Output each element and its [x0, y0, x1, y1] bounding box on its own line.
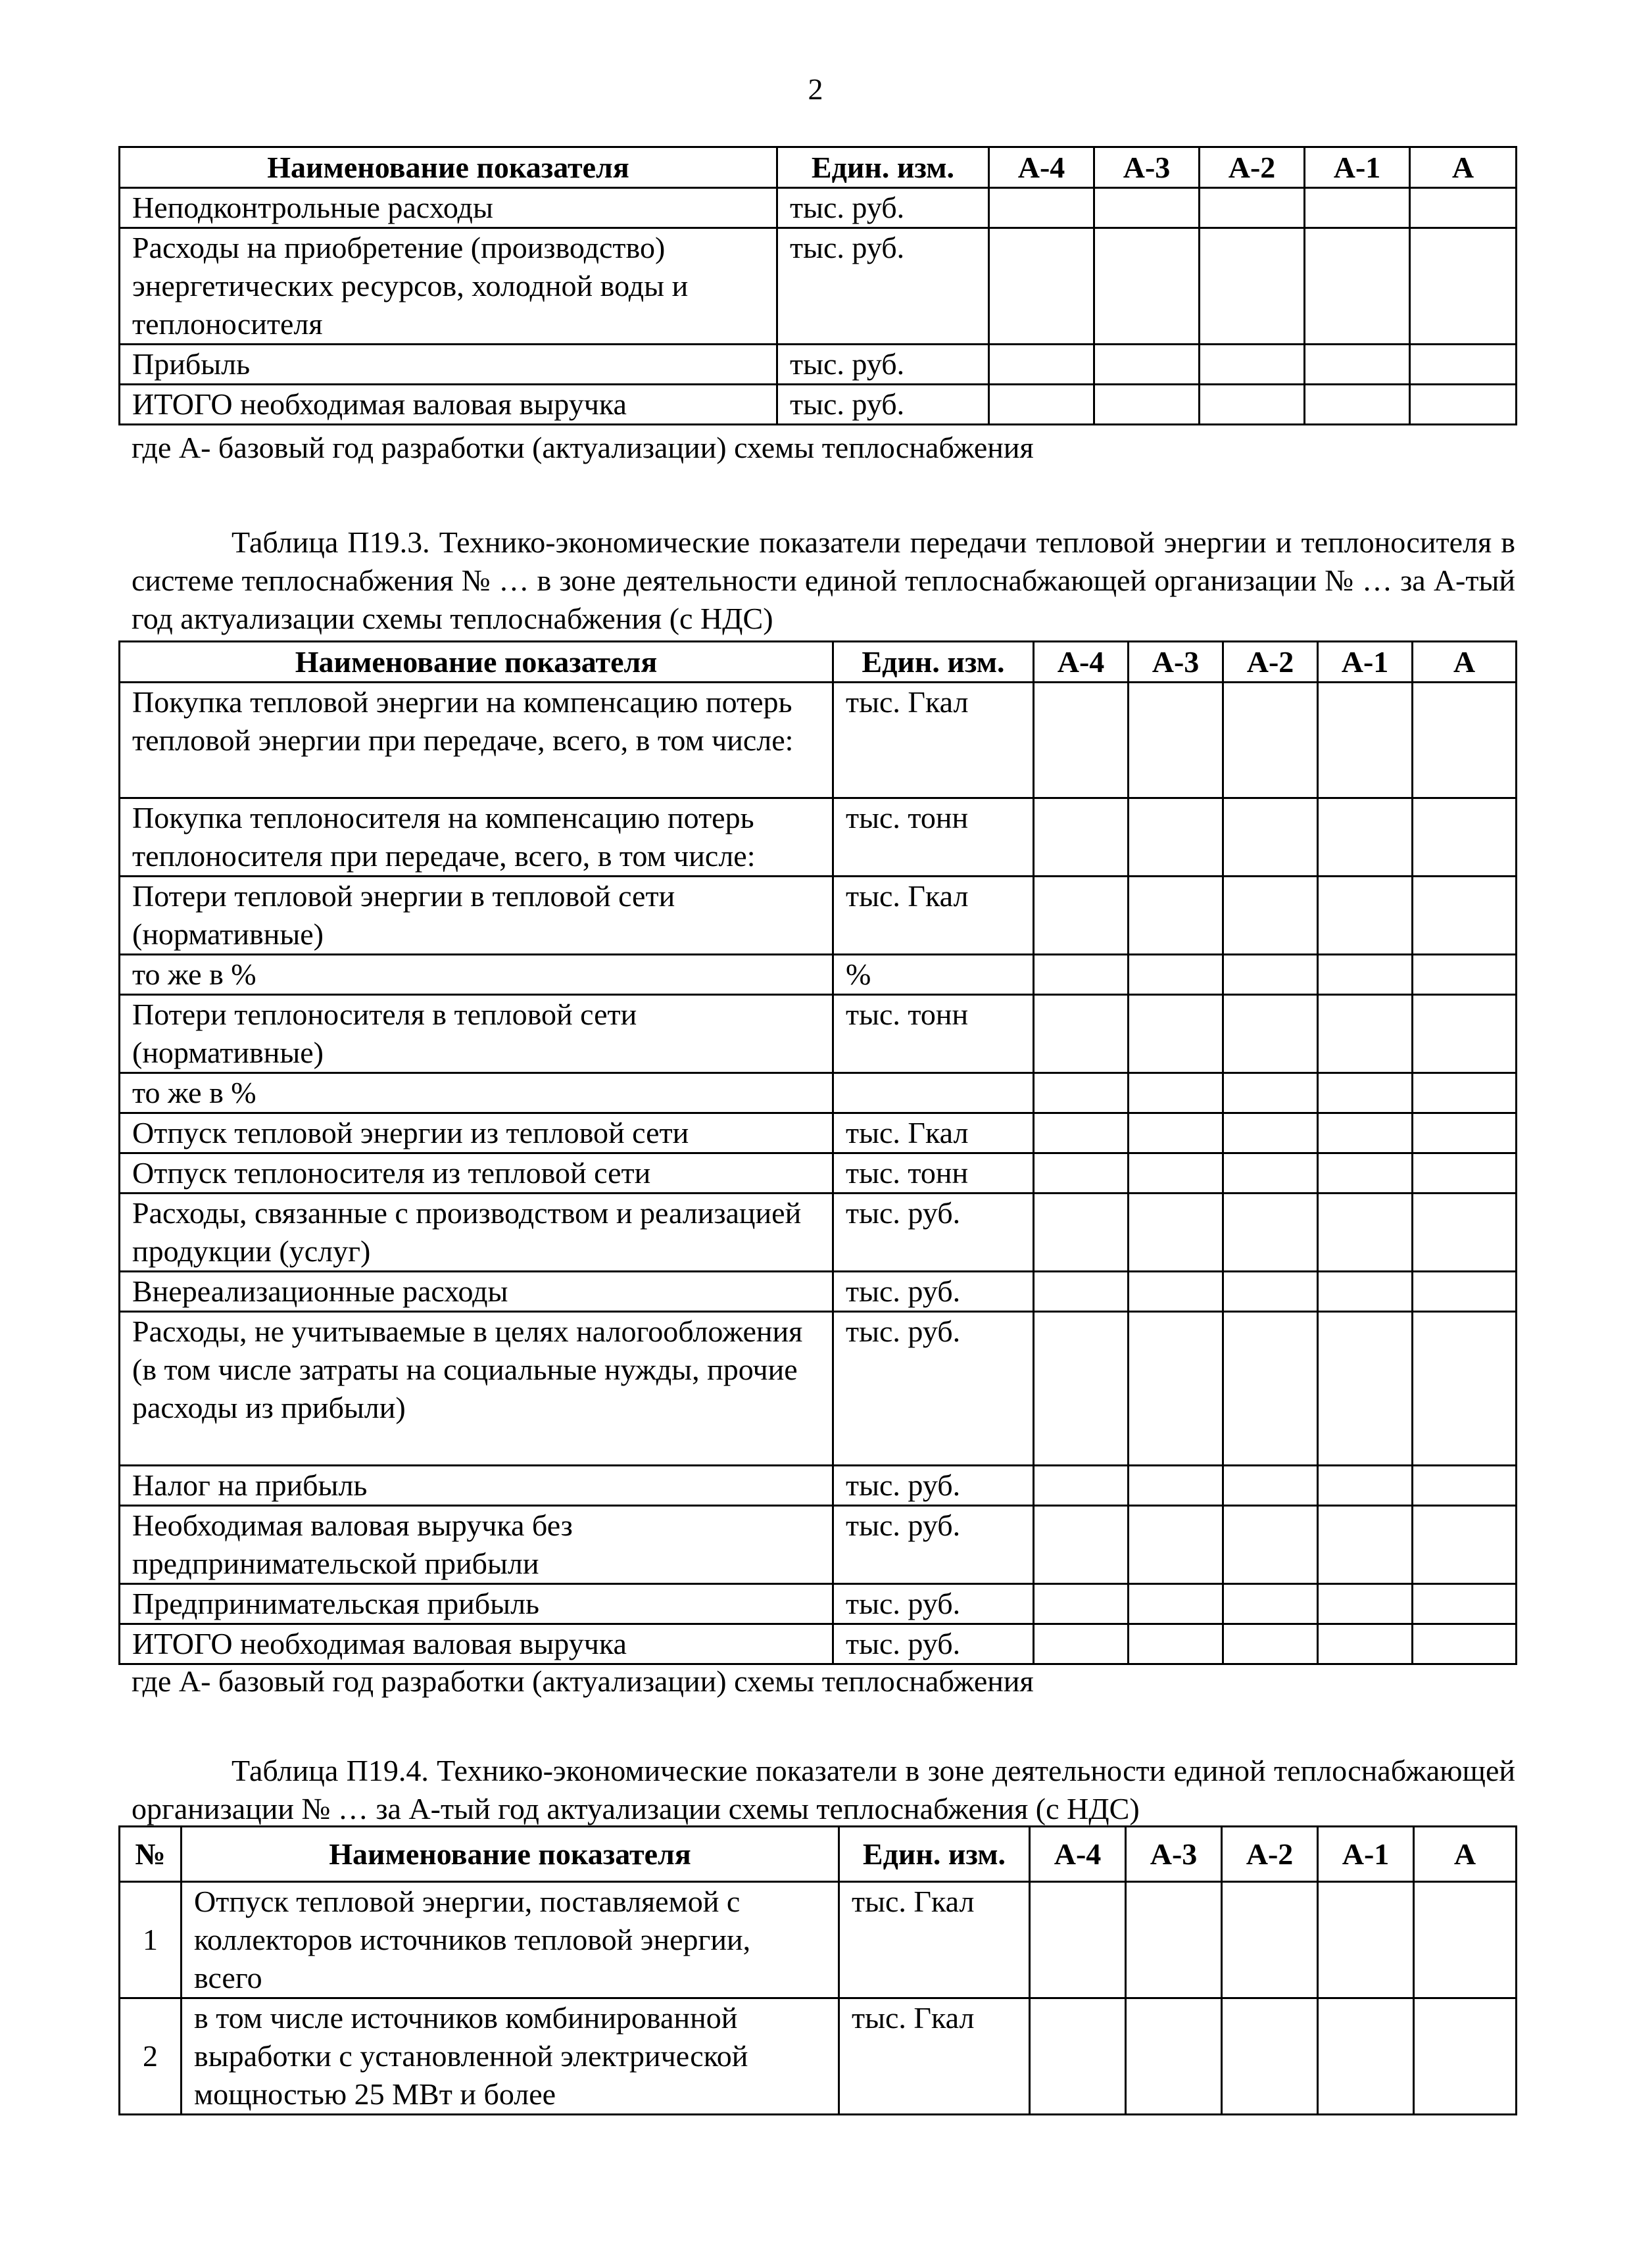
header-a1: А-1 [1305, 147, 1410, 188]
value-cell [1030, 1998, 1126, 2115]
value-cell [1414, 1998, 1517, 2115]
value-cell [1129, 683, 1223, 798]
table-row [120, 955, 1517, 995]
value-cell [1305, 345, 1410, 385]
table-row [120, 1584, 1517, 1624]
table3-caption-text: Таблица П19.4. Технико-экономические показатели в зоне деятельности единой теплоснабжающей организации № … за А-тый год актуализации схемы теплоснабжения (с НДС) [132, 1754, 1515, 1825]
value-cell [1034, 1506, 1129, 1584]
row-number: 1 [120, 1882, 182, 1998]
unit-cell: тыс. Гкал [839, 1998, 1030, 2115]
table-row [120, 877, 1517, 955]
value-cell [1414, 1882, 1517, 1998]
indicator-name: Покупка тепловой энергии на компенсацию потерь тепловой энергии при передаче, всего, в том числе: [120, 683, 833, 798]
value-cell [989, 345, 1094, 385]
header-a3: А-3 [1126, 1827, 1222, 1882]
value-cell [1034, 1194, 1129, 1272]
value-cell [1223, 1624, 1318, 1664]
value-cell [1413, 683, 1517, 798]
value-cell [1034, 877, 1129, 955]
table-row [120, 345, 1517, 385]
value-cell [1223, 1584, 1318, 1624]
table-row [120, 1624, 1517, 1664]
value-cell [1318, 1194, 1413, 1272]
value-cell [1318, 1153, 1413, 1194]
indicator-name: ИТОГО необходимая валовая выручка [120, 385, 777, 425]
value-cell [1129, 995, 1223, 1073]
indicator-name: Расходы, связанные с производством и реализацией продукции (услуг) [120, 1194, 833, 1272]
row-number: 2 [120, 1998, 182, 2115]
value-cell [1318, 1073, 1413, 1113]
value-cell [1129, 1194, 1223, 1272]
indicator-name: Отпуск тепловой энергии из тепловой сети [120, 1113, 833, 1153]
value-cell [1318, 1882, 1414, 1998]
header-a4: А-4 [989, 147, 1094, 188]
value-cell [989, 228, 1094, 345]
indicator-name: Предпринимательская прибыль [120, 1584, 833, 1624]
unit-cell: тыс. руб. [777, 228, 989, 345]
value-cell [1200, 385, 1305, 425]
unit-cell: тыс. Гкал [833, 683, 1034, 798]
value-cell [1413, 995, 1517, 1073]
table-row [120, 1466, 1517, 1506]
header-a: А [1413, 642, 1517, 683]
table-row [120, 1272, 1517, 1312]
value-cell [1223, 1272, 1318, 1312]
table-row [120, 385, 1517, 425]
value-cell [1223, 1194, 1318, 1272]
value-cell [1318, 1113, 1413, 1153]
indicator-name: Расходы, не учитываемые в целях налогообложения (в том числе затраты на социальные нужды, прочие расходы из прибыли) [120, 1312, 833, 1466]
unit-cell: тыс. руб. [777, 345, 989, 385]
unit-cell: тыс. тонн [833, 798, 1034, 877]
unit-cell: тыс. Гкал [833, 877, 1034, 955]
value-cell [1129, 1584, 1223, 1624]
value-cell [1034, 955, 1129, 995]
table-row [120, 1073, 1517, 1113]
value-cell [1222, 1998, 1318, 2115]
unit-cell: тыс. руб. [833, 1194, 1034, 1272]
value-cell [1126, 1882, 1222, 1998]
value-cell [1318, 877, 1413, 955]
value-cell [1034, 1153, 1129, 1194]
unit-cell: тыс. руб. [833, 1624, 1034, 1664]
value-cell [1318, 1584, 1413, 1624]
unit-cell: тыс. руб. [777, 385, 989, 425]
value-cell [1034, 1312, 1129, 1466]
value-cell [1223, 683, 1318, 798]
value-cell [1126, 1998, 1222, 2115]
value-cell [989, 188, 1094, 228]
value-cell [1318, 1312, 1413, 1466]
table-row [120, 1113, 1517, 1153]
value-cell [1318, 1466, 1413, 1506]
value-cell [1318, 1272, 1413, 1312]
value-cell [1413, 1312, 1517, 1466]
value-cell [1305, 385, 1410, 425]
value-cell [1030, 1882, 1126, 1998]
unit-cell: тыс. Гкал [833, 1113, 1034, 1153]
value-cell [1318, 1998, 1414, 2115]
table-row [120, 188, 1517, 228]
value-cell [1413, 1466, 1517, 1506]
value-cell [1410, 188, 1517, 228]
value-cell [1223, 1506, 1318, 1584]
value-cell [1413, 1153, 1517, 1194]
header-a2: А-2 [1222, 1827, 1318, 1882]
value-cell [1223, 1113, 1318, 1153]
header-name: Наименование показателя [182, 1827, 839, 1882]
header-num: № [120, 1827, 182, 1882]
value-cell [1410, 385, 1517, 425]
value-cell [1129, 1466, 1223, 1506]
value-cell [1034, 1584, 1129, 1624]
table-row [120, 798, 1517, 877]
table-p19-4 [118, 1825, 1517, 2115]
table2-caption-text: Таблица П19.3. Технико-экономические показатели передачи тепловой энергии и теплоносителя в системе теплоснабжения № … в зоне деятельности единой теплоснабжающей организации № … за А-тый год актуализации схемы теплоснабжения (с НДС) [132, 525, 1515, 635]
header-a2: А-2 [1200, 147, 1305, 188]
header-a: А [1414, 1827, 1517, 1882]
value-cell [1200, 228, 1305, 345]
table2-caption [132, 523, 1515, 638]
indicator-name: Налог на прибыль [120, 1466, 833, 1506]
value-cell [1413, 1194, 1517, 1272]
unit-cell: тыс. руб. [833, 1466, 1034, 1506]
value-cell [1413, 1506, 1517, 1584]
header-a2: А-2 [1223, 642, 1318, 683]
table2-note: где А- базовый год разработки (актуализации) схемы теплоснабжения [132, 1664, 1034, 1698]
unit-cell: тыс. руб. [833, 1312, 1034, 1466]
indicator-name: Отпуск теплоносителя из тепловой сети [120, 1153, 833, 1194]
indicator-name: Отпуск тепловой энергии, поставляемой с коллекторов источников тепловой энергии, всего [182, 1882, 839, 1998]
header-name: Наименование показателя [120, 147, 777, 188]
header-unit: Един. изм. [833, 642, 1034, 683]
value-cell [1223, 1073, 1318, 1113]
value-cell [1413, 1073, 1517, 1113]
value-cell [1413, 1584, 1517, 1624]
header-a3: А-3 [1129, 642, 1223, 683]
table-continuation [118, 146, 1517, 425]
value-cell [1223, 1153, 1318, 1194]
indicator-name: то же в % [120, 1073, 833, 1113]
value-cell [1034, 1624, 1129, 1664]
indicator-name: Расходы на приобретение (производство) энергетических ресурсов, холодной воды и теплоносителя [120, 228, 777, 345]
table-row [120, 1312, 1517, 1466]
page-number: 2 [808, 72, 823, 106]
value-cell [1034, 1113, 1129, 1153]
value-cell [1413, 955, 1517, 995]
value-cell [1223, 877, 1318, 955]
table1-note: где А- базовый год разработки (актуализации) схемы теплоснабжения [132, 431, 1034, 464]
indicator-name: то же в % [120, 955, 833, 995]
table-p19-3 [118, 640, 1517, 1665]
value-cell [1034, 798, 1129, 877]
table-row [120, 683, 1517, 798]
unit-cell: % [833, 955, 1034, 995]
value-cell [1318, 1506, 1413, 1584]
value-cell [1129, 1153, 1223, 1194]
header-a1: А-1 [1318, 642, 1413, 683]
value-cell [1305, 228, 1410, 345]
value-cell [1094, 385, 1200, 425]
indicator-name: Потери теплоносителя в тепловой сети (нормативные) [120, 995, 833, 1073]
value-cell [1318, 798, 1413, 877]
value-cell [1413, 877, 1517, 955]
value-cell [1223, 995, 1318, 1073]
indicator-name: Прибыль [120, 345, 777, 385]
value-cell [1129, 1272, 1223, 1312]
table-row [120, 1998, 1517, 2115]
unit-cell [833, 1073, 1034, 1113]
header-unit: Един. изм. [777, 147, 989, 188]
indicator-name: в том числе источников комбинированной выработки с установленной электрической мощностью 25 МВт и более [182, 1998, 839, 2115]
value-cell [1223, 1312, 1318, 1466]
indicator-name: Неподконтрольные расходы [120, 188, 777, 228]
value-cell [1129, 877, 1223, 955]
unit-cell: тыс. тонн [833, 995, 1034, 1073]
value-cell [1034, 995, 1129, 1073]
value-cell [1034, 1272, 1129, 1312]
value-cell [1318, 1624, 1413, 1664]
value-cell [1413, 1272, 1517, 1312]
header-name: Наименование показателя [120, 642, 833, 683]
value-cell [1034, 683, 1129, 798]
value-cell [1129, 1113, 1223, 1153]
value-cell [1129, 1073, 1223, 1113]
value-cell [1129, 798, 1223, 877]
table3-caption [132, 1752, 1515, 1828]
table-row [120, 995, 1517, 1073]
value-cell [1223, 1466, 1318, 1506]
value-cell [1410, 345, 1517, 385]
unit-cell: тыс. руб. [777, 188, 989, 228]
unit-cell: тыс. руб. [833, 1272, 1034, 1312]
value-cell [1094, 228, 1200, 345]
value-cell [989, 385, 1094, 425]
value-cell [1223, 798, 1318, 877]
value-cell [1129, 955, 1223, 995]
table-row [120, 1194, 1517, 1272]
value-cell [1094, 188, 1200, 228]
value-cell [1200, 188, 1305, 228]
value-cell [1223, 955, 1318, 995]
indicator-name: ИТОГО необходимая валовая выручка [120, 1624, 833, 1664]
value-cell [1200, 345, 1305, 385]
table-row [120, 1153, 1517, 1194]
indicator-name: Покупка теплоносителя на компенсацию потерь теплоносителя при передаче, всего, в том числе: [120, 798, 833, 877]
header-a: А [1410, 147, 1517, 188]
unit-cell: тыс. Гкал [839, 1882, 1030, 1998]
header-a1: А-1 [1318, 1827, 1414, 1882]
value-cell [1129, 1312, 1223, 1466]
value-cell [1413, 1624, 1517, 1664]
table-row [120, 1882, 1517, 1998]
value-cell [1413, 798, 1517, 877]
table-row [120, 1506, 1517, 1584]
value-cell [1129, 1506, 1223, 1584]
table-row [120, 228, 1517, 345]
value-cell [1413, 1113, 1517, 1153]
unit-cell: тыс. руб. [833, 1506, 1034, 1584]
value-cell [1094, 345, 1200, 385]
header-a4: А-4 [1030, 1827, 1126, 1882]
indicator-name: Необходимая валовая выручка без предпринимательской прибыли [120, 1506, 833, 1584]
value-cell [1410, 228, 1517, 345]
value-cell [1034, 1073, 1129, 1113]
indicator-name: Внереализационные расходы [120, 1272, 833, 1312]
value-cell [1129, 1624, 1223, 1664]
unit-cell: тыс. тонн [833, 1153, 1034, 1194]
header-a3: А-3 [1094, 147, 1200, 188]
header-unit: Един. изм. [839, 1827, 1030, 1882]
header-a4: А-4 [1034, 642, 1129, 683]
indicator-name: Потери тепловой энергии в тепловой сети (нормативные) [120, 877, 833, 955]
value-cell [1222, 1882, 1318, 1998]
value-cell [1318, 955, 1413, 995]
value-cell [1318, 683, 1413, 798]
value-cell [1034, 1466, 1129, 1506]
unit-cell: тыс. руб. [833, 1584, 1034, 1624]
value-cell [1305, 188, 1410, 228]
value-cell [1318, 995, 1413, 1073]
